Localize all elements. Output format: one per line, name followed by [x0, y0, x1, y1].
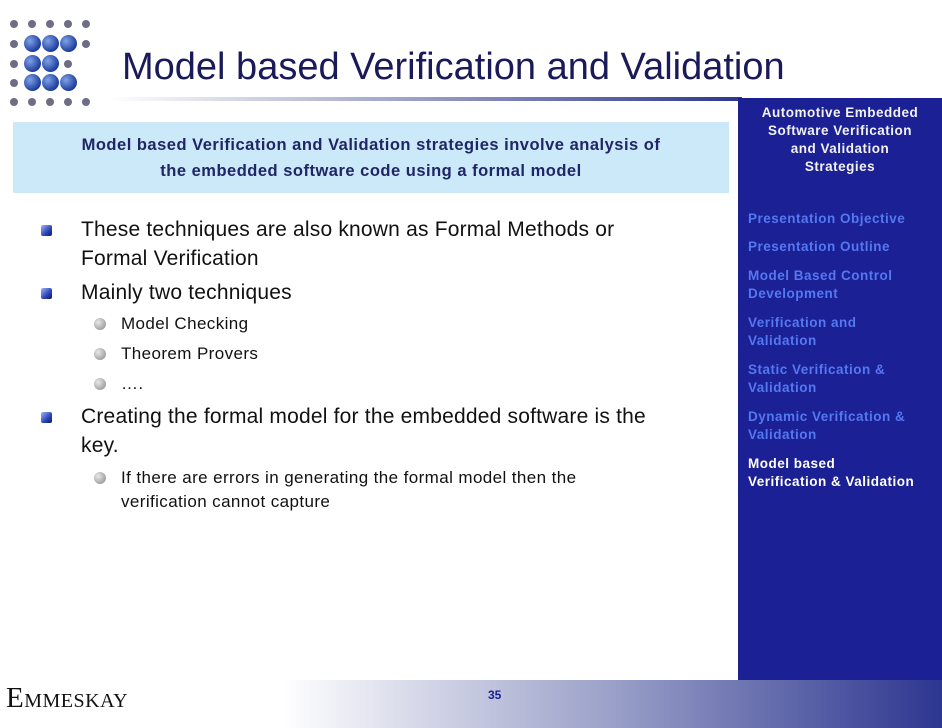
nav-item-static-verification[interactable]	[748, 361, 885, 397]
sub-bullet-dot-icon	[94, 378, 106, 390]
nav-item-label: Validation	[748, 380, 817, 395]
nav-item-label: Presentation Objective	[748, 211, 906, 226]
nav-item-presentation-objective[interactable]	[748, 210, 905, 228]
brand-logo	[6, 683, 128, 716]
brand-rest: MMESKAY	[24, 690, 129, 712]
nav-item-label: Dynamic Verification &	[748, 409, 906, 424]
bullet-text: Mainly two techniques	[81, 281, 292, 304]
sub-bullet-dot-icon	[94, 318, 106, 330]
nav-item-verification-and-validation[interactable]	[748, 314, 857, 350]
nav-item-label: Model Based Control	[748, 268, 893, 283]
bullet-square-icon	[41, 225, 52, 236]
bullet-square-icon	[41, 412, 52, 423]
bullet-text: These techniques are also known as Formal Methods or	[81, 218, 615, 241]
sub-bullet-text: Theorem Provers	[121, 344, 259, 363]
sub-bullet-theorem-provers	[121, 342, 258, 366]
bullet-square-icon	[41, 288, 52, 299]
footer-bar	[0, 680, 942, 728]
bullet-formal-methods	[81, 215, 614, 273]
sidebar-title-line: Software Verification	[767, 123, 913, 138]
sub-bullet-dot-icon	[94, 472, 106, 484]
bullet-text: Formal Verification	[81, 247, 259, 270]
bullet-formal-model-key	[81, 402, 646, 460]
bullet-text: key.	[81, 434, 119, 457]
sub-bullet-errors	[121, 466, 576, 514]
sub-bullet-text: If there are errors in generating the formal model then the	[121, 468, 577, 487]
sub-bullet-text: ….	[121, 374, 144, 393]
sub-bullet-text: Model Checking	[121, 314, 249, 333]
nav-item-label: Validation	[748, 333, 817, 348]
banner-line: the embedded software code using a formal model	[160, 161, 582, 180]
bullet-text: Creating the formal model for the embedded software is the	[81, 405, 646, 428]
nav-item-label: Model based	[748, 456, 836, 471]
sidebar-title	[738, 104, 942, 176]
title-divider	[108, 97, 742, 101]
sidebar-title-line: and Validation	[790, 141, 890, 156]
logo-dots-icon	[10, 16, 100, 106]
brand-initial: E	[6, 682, 25, 714]
sub-bullet-ellipsis	[121, 372, 144, 396]
nav-item-label: Validation	[748, 427, 817, 442]
nav-item-label: Static Verification &	[748, 362, 886, 377]
nav-item-label: Verification and	[748, 315, 857, 330]
sidebar-title-line: Automotive Embedded	[761, 105, 919, 120]
bullet-two-techniques	[81, 278, 292, 307]
banner-line: Model based Verification and Validation strategies involve analysis of	[81, 135, 661, 154]
nav-item-model-based-control-development[interactable]	[748, 267, 893, 303]
nav-item-presentation-outline[interactable]	[748, 238, 890, 256]
nav-item-label: Presentation Outline	[748, 239, 891, 254]
sub-bullet-dot-icon	[94, 348, 106, 360]
nav-item-model-based-verification[interactable]	[748, 455, 914, 491]
sub-bullet-model-checking	[121, 312, 249, 336]
sidebar	[738, 98, 942, 680]
nav-item-label: Verification & Validation	[748, 474, 915, 489]
summary-banner	[13, 122, 729, 193]
sidebar-title-line: Strategies	[804, 159, 876, 174]
page-number: 35	[488, 688, 502, 702]
sub-bullet-text: verification cannot capture	[121, 492, 331, 511]
page-title: Model based Verification and Validation	[122, 46, 785, 88]
nav-item-label: Development	[748, 286, 839, 301]
nav-item-dynamic-verification[interactable]	[748, 408, 905, 444]
